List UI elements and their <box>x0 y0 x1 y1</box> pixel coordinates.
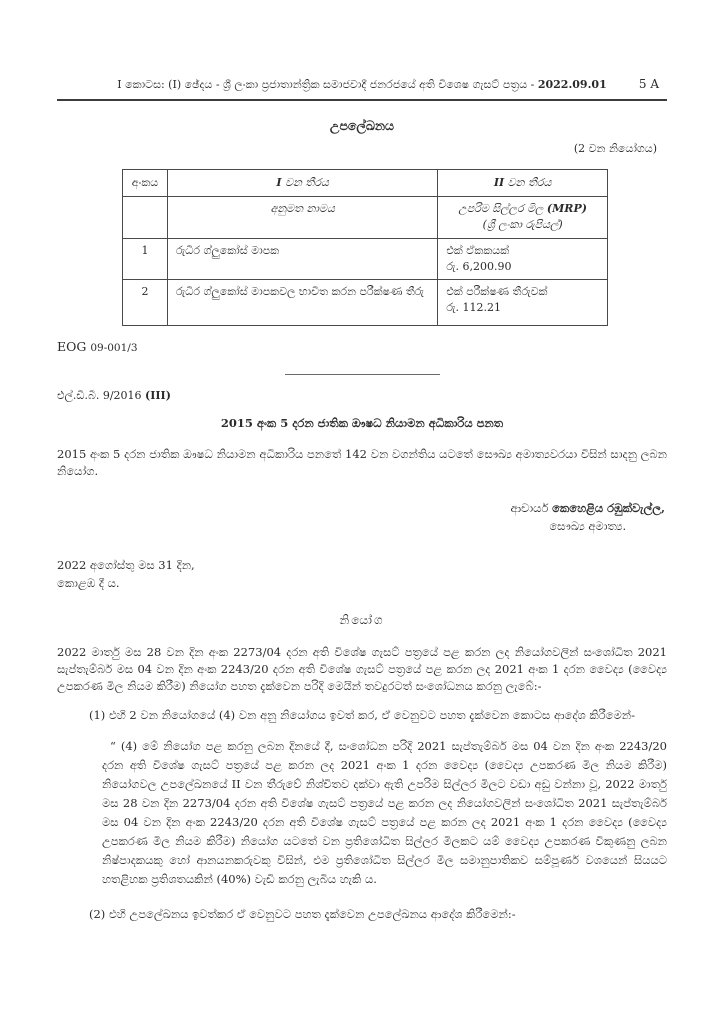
table-subheader-price <box>438 197 608 239</box>
ldb-reference: එල්.ඩී.බී. 9/2016 (III) <box>57 389 171 402</box>
row-number: 1 <box>123 239 168 280</box>
column-1-label: වන තීරය <box>285 176 329 189</box>
row-price <box>438 280 608 326</box>
ldb-reference-suffix: (III) <box>145 389 171 402</box>
row-number: 2 <box>123 280 168 326</box>
signature-block <box>57 499 667 535</box>
table-row <box>123 239 608 280</box>
column-2-label: වන තීරය <box>507 176 552 189</box>
orders-heading: නියෝග <box>339 613 385 627</box>
place-line: කොළඹ දී ය. <box>57 576 120 590</box>
orders-paragraph-2: (2) එහි උපලේඛනය ඉවත්කර ඒ වෙනුවට පහත දැක්වෙන උපලේඛනය ආදේශ කිරීමෙන්:- <box>89 907 516 921</box>
table-header-column-2 <box>438 170 608 197</box>
row-item-name: රුධිර ග්ලුකෝස් මාපක <box>167 239 437 280</box>
table-header-row <box>123 170 608 197</box>
price-header-line1: උපරිම සිල්ලර මිල (MRP) <box>458 202 587 215</box>
signature-inner <box>511 499 665 535</box>
orders-intro-paragraph: 2022 මාර්තු මස 28 වන දින අංක 2273/04 දරන අති විශේෂ ගැසට් පත්‍රයේ පළ කරන ලද නියෝගවලින් සංශෝධිත 2021 සැප්තැම්බර් මස 04 වන දින අංක 2243/20 දරන අති විශේෂ ගැසට් පත්‍රයේ පළ කරන ලද 2021 අංක 1 දරන වෛද්‍ය (වෛද්‍ය උපකරණ මිල නියම කිරීම) නියෝග පහත දැක්වෙන පරිදි මෙයින් තවදුරටත් සංශෝධනය කරනු ලැබේ:- <box>57 645 667 693</box>
table-subheader-name: අනුමත නාමය <box>167 197 437 239</box>
dateline <box>57 556 667 592</box>
signatory-title: සෞඛ්‍ය අමාත්‍ය. <box>549 519 627 533</box>
schedule-title: උපලේඛනය <box>329 118 395 133</box>
act-title: 2015 අංක 5 දරන ජාතික ඖෂධ නියාමන අධිකාරිය පනත <box>220 416 504 430</box>
mrp-label: (MRP) <box>546 202 587 215</box>
signatory-name: කෙහෙළිය රඹුක්වැල්ල, <box>552 501 665 515</box>
table-header-column-1 <box>167 170 437 197</box>
page-number: 5 A <box>638 77 659 91</box>
header-title <box>117 78 606 91</box>
row-price-unit: එක් ඒකකයක් <box>446 244 510 257</box>
table-subheader-row <box>123 197 608 239</box>
section-divider <box>285 374 440 375</box>
row-price-unit: එක් පරීක්ෂණ තීරුවක් <box>446 285 548 298</box>
row-item-name: රුධිර ග්ලුකෝස් මාපකවල භාවිත කරන පරීක්ෂණ තීරු <box>167 280 437 326</box>
header-date: 2022.09.01 <box>537 78 607 91</box>
table-subheader-empty <box>123 197 168 239</box>
signatory-name-line <box>511 499 665 517</box>
header-divider <box>57 99 667 101</box>
column-1-numeral: I <box>276 176 282 189</box>
row-price-value: රු. 6,200.90 <box>446 260 512 273</box>
page-header <box>57 78 667 92</box>
schedule-subtitle: (2 වන නියෝගය) <box>573 142 657 155</box>
row-price <box>438 239 608 280</box>
act-intro-paragraph: 2015 අංක 5 දරන ජාතික ඖෂධ නියාමන අධිකාරිය පනතේ 142 වන වගන්තිය යටතේ සෞඛ්‍ය අමාත්‍යවරයා විසින් සාදනු ලබන නියෝග. <box>57 447 667 478</box>
date-line: 2022 අගෝස්තු මස 31 දින, <box>57 558 195 572</box>
signatory-prefix: ආචාර්ය <box>510 501 549 515</box>
table-row <box>123 280 608 326</box>
eog-label: EOG <box>57 339 87 354</box>
column-2-numeral: II <box>493 176 505 189</box>
header-title-text: I කොටස: (I) ඡේදය - ශ්‍රී ලංකා ප්‍රජාතාන්ත්‍රික සමාජවාදී ජනරජයේ අති විශෙෂ ගැසට් පත්‍රය - <box>117 78 535 91</box>
row-price-value: රු. 112.21 <box>446 301 501 314</box>
price-header-line2: (ශ්‍රී ලංකා රුපියල්) <box>482 218 563 231</box>
orders-paragraph-1: (1) එහි 2 වන නියෝගයේ (4) වන අනු නියෝගය ඉවත් කර, ඒ වෙනුවට පහත දැක්වෙන කොටස ආදේශ කිරීමෙන්- <box>89 708 635 722</box>
schedule-table <box>122 169 608 326</box>
eog-number: 09-001/3 <box>90 342 138 354</box>
orders-subparagraph-4: “ (4) මේ නියෝග පළ කරනු ලබන දිනයේ දී, සංශෝධන පරිදි 2021 සැප්තැම්බර් මස 04 වන දින අංක 2243/20 දරන අති විශේෂ ගැසට් පත්‍රයේ පළ කරන ලද 2021 අංක 1 දරන වෛද්‍ය (වෛද්‍ය උපකරණ මිල නියම කිරීම) නියෝගවල උපලේඛනයේ II වන තීරුවේ නිශ්චිතව දක්වා ඇති උපරිම සිල්ලර මිලට වඩා අඩු වන්නා වූ, 2022 මාර්තු මස 28 වන දින 2273/04 දරන අති විශේෂ ගැසට් පත්‍රයේ පළ කරන ලද නියෝගවලින් සංශෝධිත 2021 සැප්තැම්බර් මස 04 වන දින අංක 2243/20 දරන අති විශේෂ ගැසට් පත්‍රයේ පළ කරන ලද 2021 අංක 1 දරන වෛද්‍ය (වෛද්‍ය උපකරණ මිල නියම කිරීම) නියෝග යටතේ වන ප්‍රතිශෝධිත සිල්ලර මිලකට යම් වෛද්‍ය උපකරණ විකුණනු ලබන නිෂ්පාදකයකු හෝ ආනයනකරුවකු විසින්, එම ප්‍රතිශෝධිත සිල්ලර මිල සමානුපාතිකව සම්පූර්ණ වශයෙන් සියයට හතළිහක ප්‍රතිශතයකින් (40%) වැඩි කරනු ලැබිය හැකි ය. <box>102 739 667 886</box>
table-header-no: අංකය <box>123 170 168 197</box>
eog-reference <box>57 339 667 354</box>
